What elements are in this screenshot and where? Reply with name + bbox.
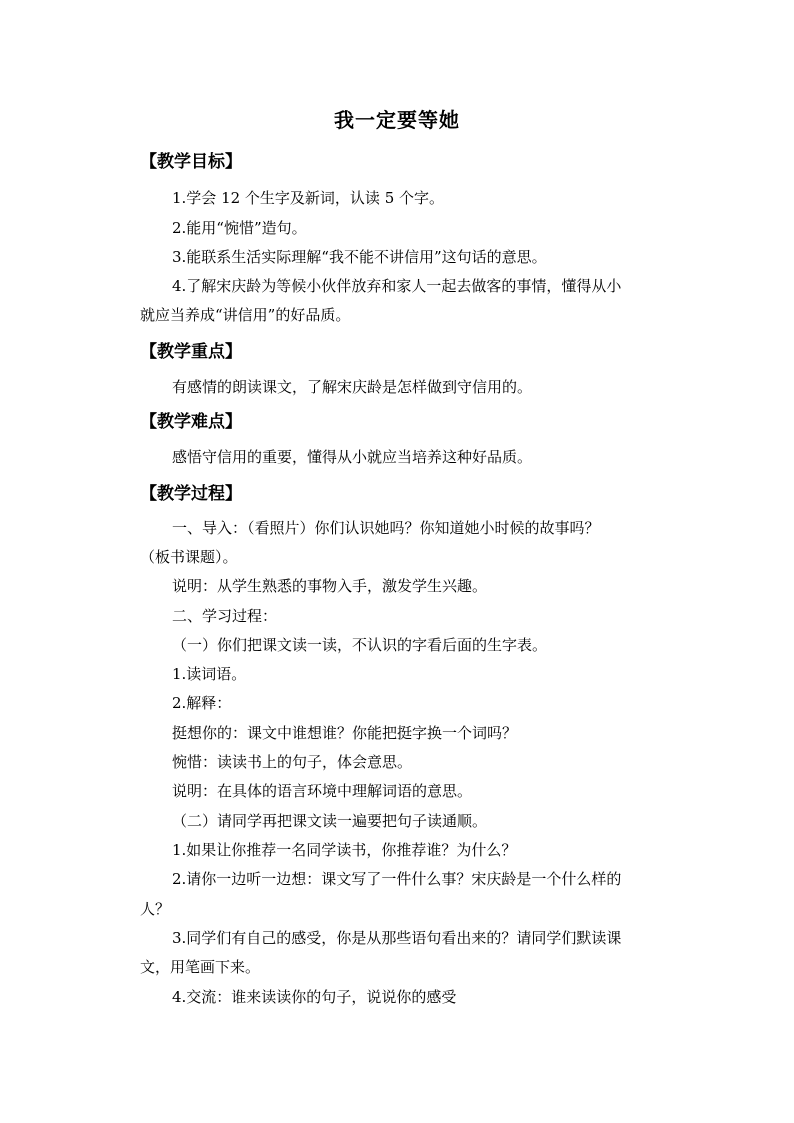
process-line-2: （板书课题）。 [140,548,238,566]
section-heading-goals: 【教学目标】 [140,152,242,172]
section-heading-focus: 【教学重点】 [140,342,242,362]
goal-line-4: 4.了解宋庆龄为等候小伙伴放弃和家人一起去做客的事情，懂得从小 [172,277,622,295]
process-line-7: 2.解释： [172,694,232,712]
goal-line-3: 3.能联系生活实际理解“我不能不讲信用”这句话的意思。 [172,248,547,266]
process-line-11: （二）请同学再把课文读一遍要把句子读通顺。 [172,812,488,830]
goal-line-2: 2.能用“惋惜”造句。 [172,219,307,237]
goal-line-1: 1.学会 12 个生字及新词，认读 5 个字。 [172,189,445,207]
process-line-12: 1.如果让你推荐一名同学读书，你推荐谁？为什么？ [172,841,517,859]
difficulty-line-1: 感悟守信用的重要，懂得从小就应当培养这种好品质。 [172,448,533,466]
process-line-3: 说明：从学生熟悉的事物入手，激发学生兴趣。 [172,577,488,595]
process-line-4: 二、学习过程： [172,607,278,625]
section-heading-process: 【教学过程】 [140,484,242,504]
process-line-6: 1.读词语。 [172,665,247,683]
section-heading-difficulty: 【教学难点】 [140,412,242,432]
process-line-9: 惋惜：读读书上的句子，体会意思。 [172,753,413,771]
goal-line-5: 就应当养成“讲信用”的好品质。 [140,306,351,324]
process-line-8: 挺想你的：课文中谁想谁？你能把挺字换一个词吗？ [172,724,518,742]
process-line-10: 说明：在具体的语言环境中理解词语的意思。 [172,782,473,800]
process-line-14: 人？ [140,900,171,918]
process-line-5: （一）你们把课文读一读，不认识的字看后面的生字表。 [172,636,548,654]
process-line-16: 文，用笔画下来。 [140,958,261,976]
focus-line-1: 有感情的朗读课文，了解宋庆龄是怎样做到守信用的。 [172,378,533,396]
process-line-17: 4.交流：谁来读读你的句子，说说你的感受 [172,988,457,1006]
process-line-1: 一、导入：（看照片）你们认识她吗？你知道她小时候的故事吗？ [172,519,600,537]
page-title: 我一定要等她 [334,108,460,132]
process-line-13: 2.请你一边听一边想：课文写了一件什么事？宋庆龄是一个什么样的 [172,870,622,888]
process-line-15: 3.同学们有自己的感受，你是从那些语句看出来的？请同学们默读课 [172,929,622,947]
